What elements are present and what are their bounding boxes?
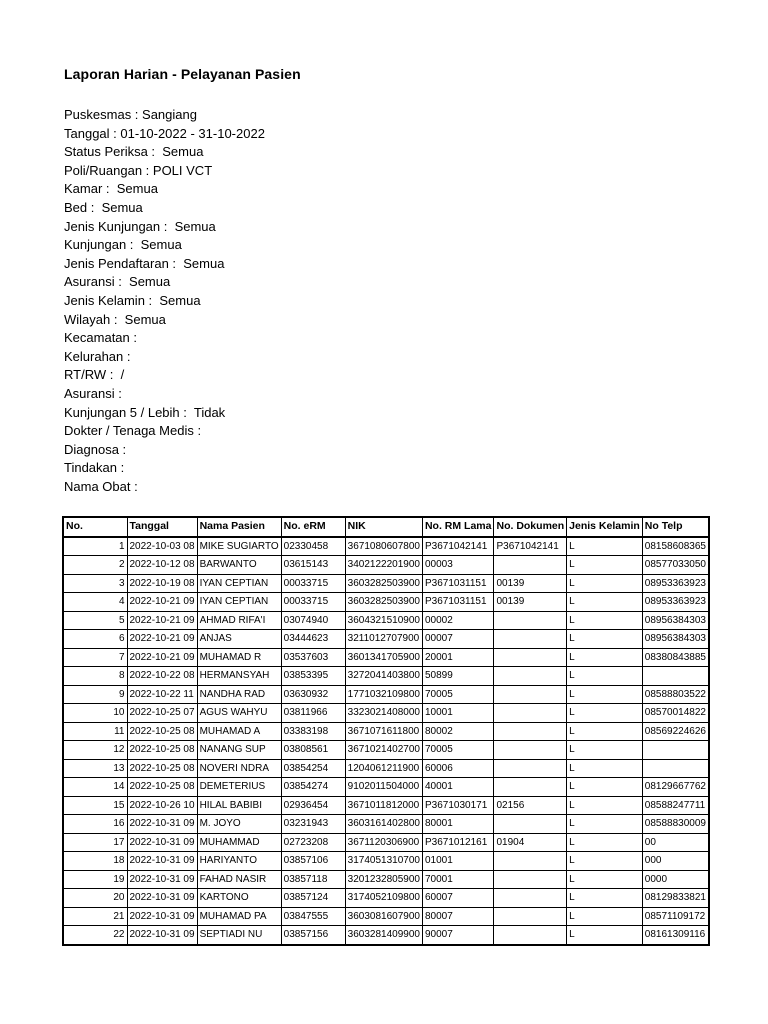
filter-jenis-pendaftaran: Jenis Pendaftaran : Semua [64,255,225,271]
filter-bed: Bed : Semua [64,199,143,215]
table-cell: 08953363923 [642,593,709,612]
table-cell: L [567,741,643,760]
column-header: No. Dokumen [494,517,567,537]
table-cell: 20001 [422,648,494,667]
table-cell: 02723208 [281,833,345,852]
table-cell: L [567,815,643,834]
table-cell: 70001 [422,870,494,889]
table-cell: 10001 [422,704,494,723]
table-cell: 03231943 [281,815,345,834]
table-cell: 80002 [422,722,494,741]
table-cell: NANDHA RAD [197,685,281,704]
table-cell: 1771032109800 [345,685,422,704]
table-cell: L [567,889,643,908]
column-header: NIK [345,517,422,537]
table-cell: 03857106 [281,852,345,871]
table-row [63,574,709,593]
table-cell: 03537603 [281,648,345,667]
table-cell: 3174051310700 [345,852,422,871]
table-cell: L [567,648,643,667]
table-row [63,889,709,908]
table-cell: 13 [63,759,127,778]
table-cell: M. JOYO [197,815,281,834]
table-cell: L [567,759,643,778]
table-row [63,926,709,945]
table-cell: 80007 [422,907,494,926]
table-cell: 03811966 [281,704,345,723]
table-cell: 2022-10-31 09 [127,815,197,834]
table-cell: P3671042141 [494,537,567,556]
table-cell: P3671042141 [422,537,494,556]
table-cell: 01001 [422,852,494,871]
table-cell [642,759,709,778]
column-header: No. eRM [281,517,345,537]
table-cell: IYAN CEPTIAN [197,574,281,593]
table-row [63,611,709,630]
table-cell: 11 [63,722,127,741]
table-cell: 08577033050 [642,556,709,575]
filter-jenis-kelamin: Jenis Kelamin : Semua [64,292,201,308]
table-cell: NOVERI NDRA [197,759,281,778]
table-cell: 3603281409900 [345,926,422,945]
table-cell: P3671012161 [422,833,494,852]
table-cell: L [567,685,643,704]
filter-tanggal: Tanggal : 01-10-2022 - 31-10-2022 [64,125,265,141]
table-cell: 60007 [422,889,494,908]
table-body [63,537,709,945]
table-cell: 20 [63,889,127,908]
table-cell: L [567,778,643,797]
table-cell: 00033715 [281,593,345,612]
table-cell: MUHAMAD A [197,722,281,741]
column-header: Tanggal [127,517,197,537]
table-cell: DEMETERIUS [197,778,281,797]
report-title: Laporan Harian - Pelayanan Pasien [64,66,301,82]
table-cell: 03808561 [281,741,345,760]
table-row [63,778,709,797]
table-cell: 2022-10-03 08 [127,537,197,556]
table-cell: 3604321510900 [345,611,422,630]
table-cell [494,648,567,667]
table-cell: 70005 [422,741,494,760]
table-cell [642,741,709,760]
column-header: No Telp [642,517,709,537]
filter-kamar: Kamar : Semua [64,181,158,197]
column-header: No. RM Lama [422,517,494,537]
table-cell [494,870,567,889]
table-cell: FAHAD NASIR [197,870,281,889]
table-cell: 2022-10-26 10 [127,796,197,815]
table-cell [494,907,567,926]
table-header-row [63,517,709,537]
table-cell: 1 [63,537,127,556]
table-cell: 03857118 [281,870,345,889]
table-row [63,722,709,741]
table-cell: 03853395 [281,667,345,686]
table-cell: 0000 [642,870,709,889]
table-row [63,593,709,612]
table-cell: L [567,796,643,815]
table-cell: 6 [63,630,127,649]
table-cell: 2022-10-31 09 [127,889,197,908]
table-cell [494,630,567,649]
table-row [63,648,709,667]
filter-poli-ruangan: Poli/Ruangan : POLI VCT [64,162,213,178]
table-cell: 03630932 [281,685,345,704]
table-row [63,556,709,575]
filter-wilayah: Wilayah : Semua [64,311,166,327]
table-cell: P3671031151 [422,574,494,593]
table-row [63,907,709,926]
table-cell: 4 [63,593,127,612]
table-row [63,537,709,556]
table-cell: P3671031151 [422,593,494,612]
table-cell: 2022-10-25 08 [127,778,197,797]
table-cell: 12 [63,741,127,760]
table-cell [494,741,567,760]
table-cell: 1204061211900 [345,759,422,778]
filter-diagnosa: Diagnosa : [64,441,127,457]
table-cell: L [567,722,643,741]
table-cell: 00139 [494,593,567,612]
table-cell [494,852,567,871]
table-cell: MUHAMAD PA [197,907,281,926]
table-cell: 3603161402800 [345,815,422,834]
filter-puskesmas: Puskesmas : Sangiang [64,107,197,122]
column-header: Jenis Kelamin [567,517,643,537]
table-cell: 3211012707900 [345,630,422,649]
table-cell: 3601341705900 [345,648,422,667]
table-row [63,833,709,852]
table-cell: 22 [63,926,127,945]
table-cell: 3603282503900 [345,574,422,593]
filter-kelurahan: Kelurahan : [64,348,131,364]
table-cell: 3272041403800 [345,667,422,686]
table-cell: 17 [63,833,127,852]
table-cell [494,611,567,630]
filter-status-periksa: Status Periksa : Semua [64,144,204,160]
table-cell: L [567,556,643,575]
table-cell: 03074940 [281,611,345,630]
table-cell: BARWANTO [197,556,281,575]
table-cell: 19 [63,870,127,889]
table-cell: 2022-10-21 09 [127,593,197,612]
table-cell: 08129667762 [642,778,709,797]
table-cell: 2022-10-21 09 [127,648,197,667]
table-cell: 08569224626 [642,722,709,741]
table-cell: 3174052109800 [345,889,422,908]
table-cell [494,889,567,908]
table-cell: HILAL BABIBI [197,796,281,815]
table-cell: 08588247711 [642,796,709,815]
table-cell: 3402122201900 [345,556,422,575]
table-cell: AHMAD RIFA'I [197,611,281,630]
table-cell: 90007 [422,926,494,945]
table-cell: 3201232805900 [345,870,422,889]
table-cell: 08588803522 [642,685,709,704]
filter-asuransi: Asuransi : Semua [64,274,171,290]
table-row [63,667,709,686]
table-cell: 2022-10-22 11 [127,685,197,704]
table-cell: 08380843885 [642,648,709,667]
table-cell [494,556,567,575]
table-cell: 08953363923 [642,574,709,593]
table-cell: L [567,852,643,871]
table-cell: 3671011812000 [345,796,422,815]
filter-jenis-kunjungan: Jenis Kunjungan : Semua [64,218,216,234]
table-cell: 3603282503900 [345,593,422,612]
table-cell: 2022-10-31 09 [127,870,197,889]
table-cell: 00033715 [281,574,345,593]
filter-asuransi-2: Asuransi : [64,385,122,401]
table-cell: 2022-10-31 09 [127,833,197,852]
report-filters [64,106,265,496]
table-cell [494,667,567,686]
table-cell: L [567,907,643,926]
column-header: No. [63,517,127,537]
table-cell: 03857156 [281,926,345,945]
table-cell: 2022-10-31 09 [127,907,197,926]
table-cell: 2022-10-25 08 [127,722,197,741]
table-cell: 8 [63,667,127,686]
column-header: Nama Pasien [197,517,281,537]
table-cell: 2022-10-21 09 [127,611,197,630]
filter-nama-obat: Nama Obat : [64,478,138,494]
table-cell: 08956384303 [642,630,709,649]
table-cell: ANJAS [197,630,281,649]
table-cell: L [567,574,643,593]
table-cell: 08570014822 [642,704,709,723]
table-cell: 2022-10-21 09 [127,630,197,649]
table-cell: 03383198 [281,722,345,741]
table-cell: 50899 [422,667,494,686]
table-cell: 3671080607800 [345,537,422,556]
filter-rt-rw: RT/RW : / [64,367,125,383]
table-cell: 08161309116 [642,926,709,945]
table-cell: L [567,593,643,612]
table-cell: 03854274 [281,778,345,797]
table-cell: 03444623 [281,630,345,649]
table-cell: 2022-10-25 07 [127,704,197,723]
patient-table [62,516,710,946]
table-cell: 2022-10-25 08 [127,741,197,760]
table-cell: 2 [63,556,127,575]
table-cell: 2022-10-12 08 [127,556,197,575]
table-cell: 00 [642,833,709,852]
table-cell: 15 [63,796,127,815]
table-cell: 14 [63,778,127,797]
table-cell: AGUS WAHYU [197,704,281,723]
table-cell: 00007 [422,630,494,649]
table-cell: 00003 [422,556,494,575]
table-cell: 2022-10-31 09 [127,852,197,871]
table-cell: 08588830009 [642,815,709,834]
table-row [63,815,709,834]
table-cell: 08956384303 [642,611,709,630]
table-cell: 80001 [422,815,494,834]
table-cell: 3603081607900 [345,907,422,926]
table-cell: IYAN CEPTIAN [197,593,281,612]
table-row [63,630,709,649]
table-cell: 03615143 [281,556,345,575]
table-cell [494,778,567,797]
table-row [63,704,709,723]
table-cell: 03857124 [281,889,345,908]
table-cell: 08129833821 [642,889,709,908]
table-cell: 02156 [494,796,567,815]
filter-kunjungan: Kunjungan : Semua [64,237,182,253]
table-cell: 00139 [494,574,567,593]
table-cell: 08158608365 [642,537,709,556]
table-cell: 10 [63,704,127,723]
table-cell: 02936454 [281,796,345,815]
table-cell: 2022-10-22 08 [127,667,197,686]
table-cell: 21 [63,907,127,926]
table-row [63,741,709,760]
table-cell: 18 [63,852,127,871]
table-cell: 03854254 [281,759,345,778]
table-cell: 03847555 [281,907,345,926]
table-row [63,759,709,778]
filter-kunjungan-5: Kunjungan 5 / Lebih : Tidak [64,404,226,420]
table-cell: 02330458 [281,537,345,556]
table-cell [494,759,567,778]
table-cell: P3671030171 [422,796,494,815]
table-cell: 3671120306900 [345,833,422,852]
table-cell: 2022-10-19 08 [127,574,197,593]
table-cell: 9102011504000 [345,778,422,797]
table-cell: 000 [642,852,709,871]
table-cell: 3 [63,574,127,593]
table-cell: 2022-10-31 09 [127,926,197,945]
table-cell: 60006 [422,759,494,778]
table-cell: L [567,704,643,723]
table-cell [494,704,567,723]
table-cell: MIKE SUGIARTO [197,537,281,556]
table-cell [642,667,709,686]
table-cell: 9 [63,685,127,704]
table-cell: L [567,611,643,630]
table-cell: 08571109172 [642,907,709,926]
table-cell: HERMANSYAH [197,667,281,686]
filter-tindakan: Tindakan : [64,460,125,476]
table-row [63,685,709,704]
table-cell: 2022-10-25 08 [127,759,197,778]
table-cell: 3671021402700 [345,741,422,760]
table-cell [494,722,567,741]
table-row [63,852,709,871]
table-cell: SEPTIADI NU [197,926,281,945]
table-row [63,796,709,815]
table-cell [494,926,567,945]
table-cell: 01904 [494,833,567,852]
table-cell: KARTONO [197,889,281,908]
table-cell: 70005 [422,685,494,704]
table-cell: L [567,926,643,945]
table-cell: 40001 [422,778,494,797]
filter-kecamatan: Kecamatan : [64,330,137,346]
table-cell: 3671071611800 [345,722,422,741]
table-cell: NANANG SUP [197,741,281,760]
table-cell: MUHAMMAD [197,833,281,852]
table-cell: 00002 [422,611,494,630]
table-cell: L [567,630,643,649]
table-cell: L [567,667,643,686]
table-cell [494,685,567,704]
table-cell: 16 [63,815,127,834]
table-cell: L [567,870,643,889]
table-cell: HARIYANTO [197,852,281,871]
table-row [63,870,709,889]
table-cell: 5 [63,611,127,630]
table-cell: MUHAMAD R [197,648,281,667]
table-cell: L [567,833,643,852]
table-cell: L [567,537,643,556]
filter-dokter: Dokter / Tenaga Medis : [64,423,202,439]
table-cell: 7 [63,648,127,667]
table-cell: 3323021408000 [345,704,422,723]
table-cell [494,815,567,834]
